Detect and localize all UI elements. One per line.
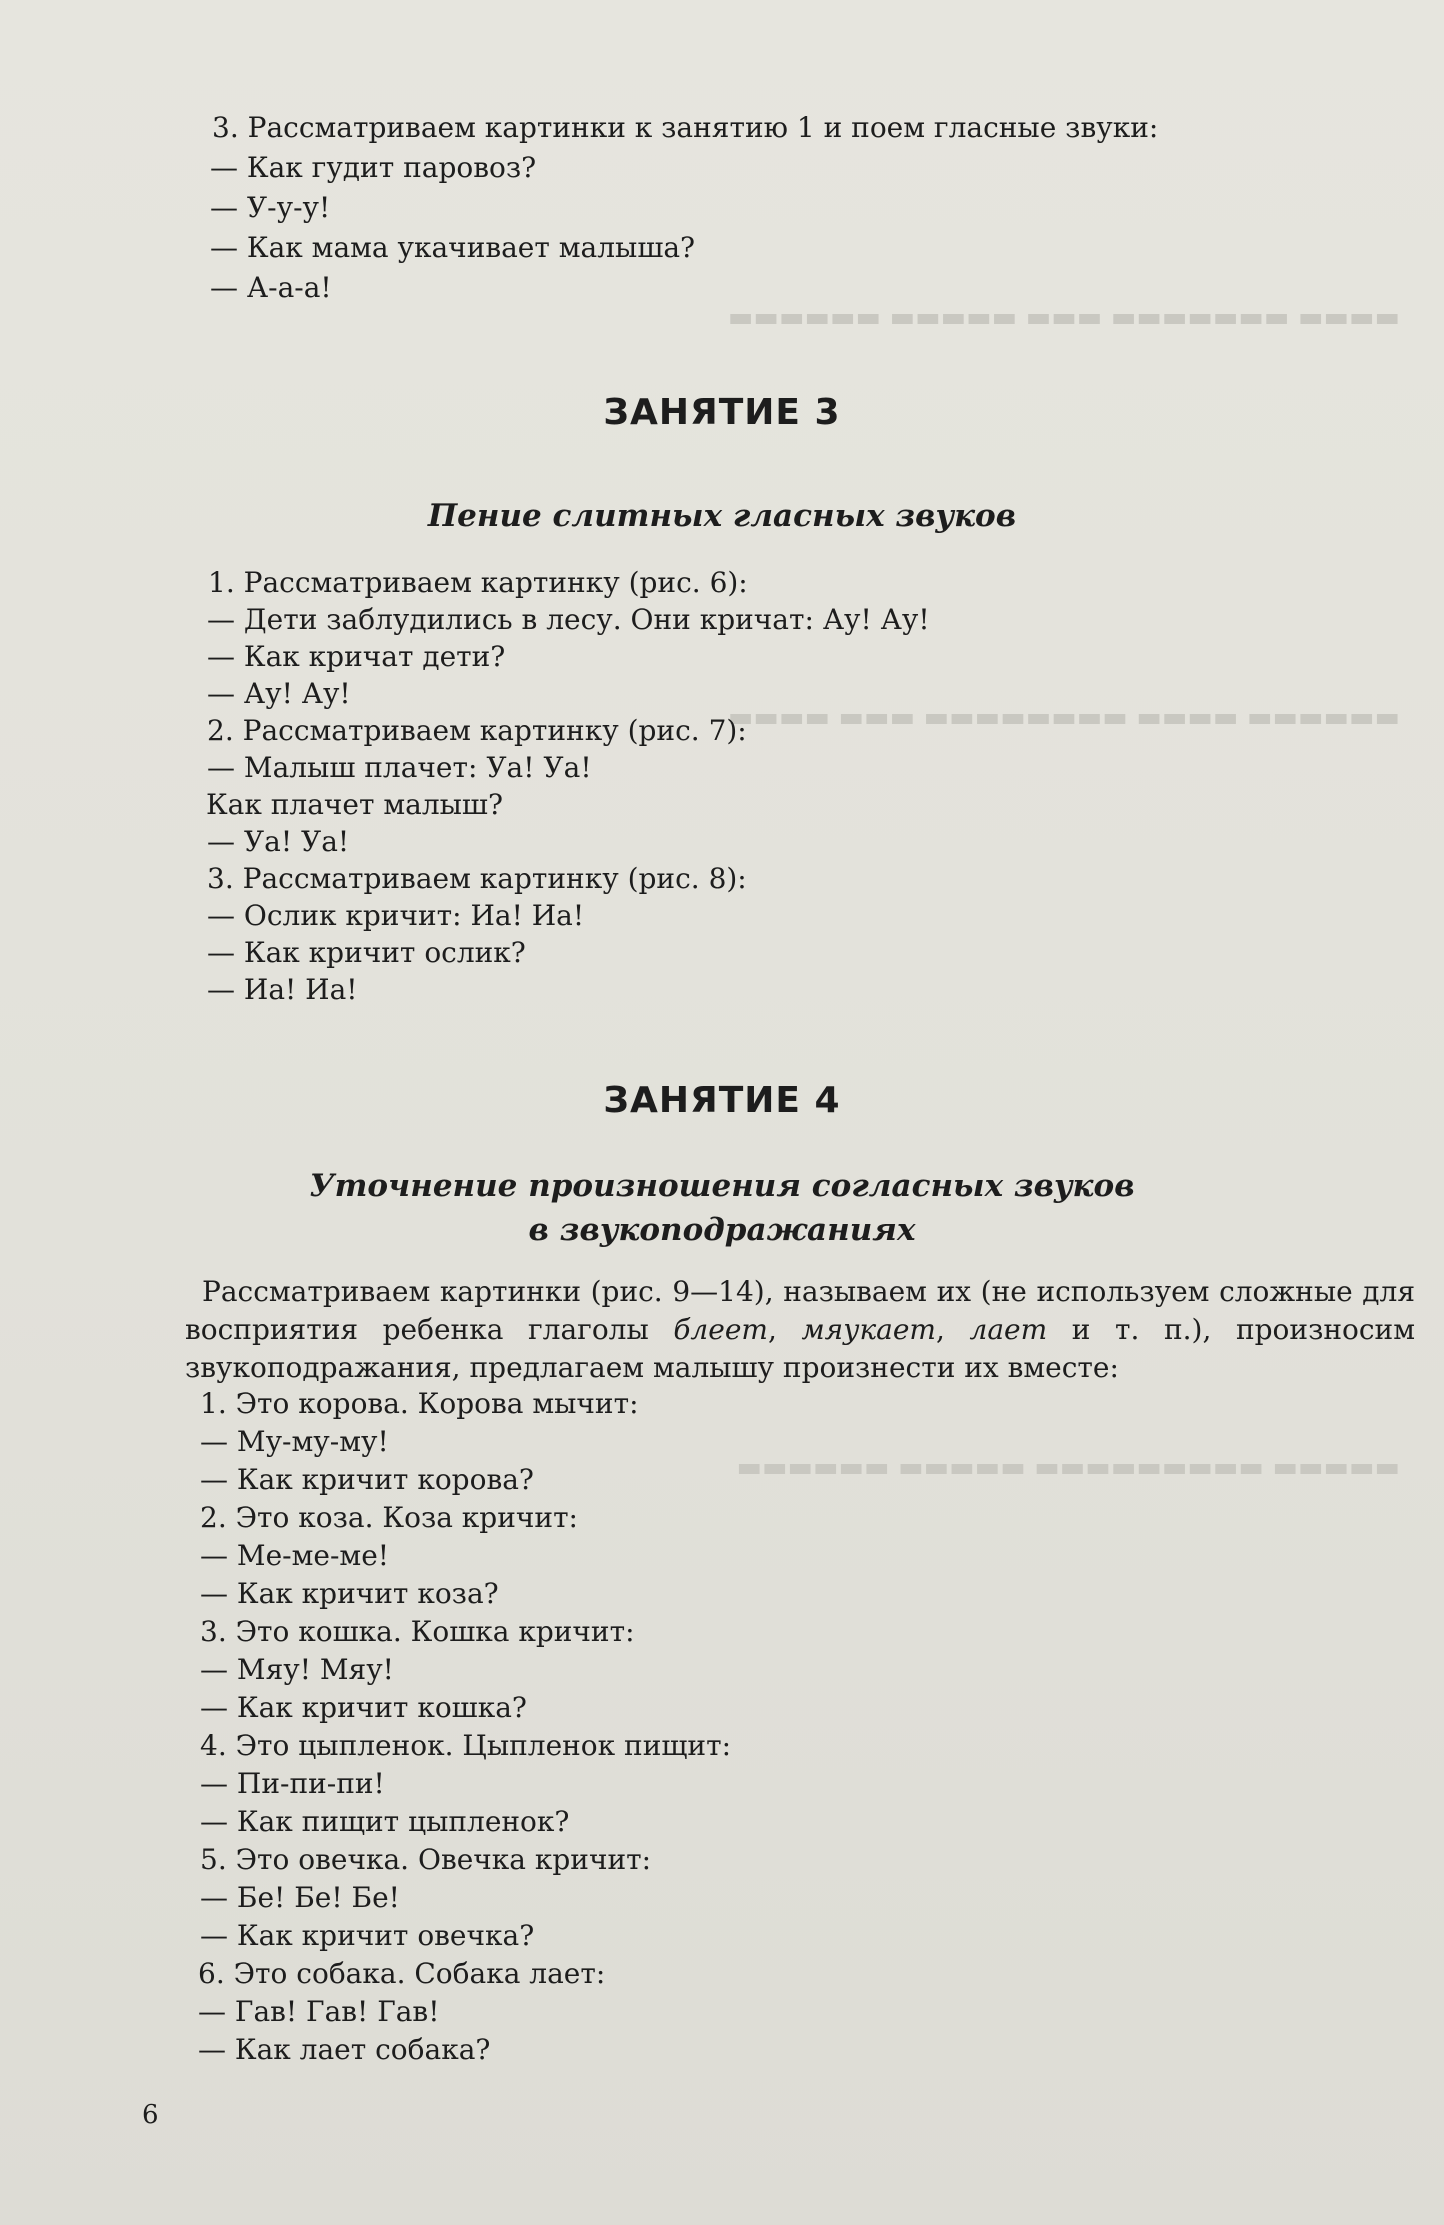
lesson-3-heading: ЗАНЯТИЕ 3 [603, 392, 841, 433]
text-line: — Дети заблудились в лесу. Они кричат: Ау! Ау! [207, 603, 930, 636]
text-line: 4. Это цыпленок. Цыпленок пищит: [200, 1729, 732, 1762]
text-line: — Как кричит ослик? [207, 936, 526, 969]
text-line: 2. Это коза. Коза кричит: [200, 1501, 578, 1534]
text-line: — У-у-у! [210, 191, 331, 224]
lesson-4-subtitle-line2: в звукоподражаниях [528, 1212, 916, 1248]
text-line: 3. Рассматриваем картинку (рис. 8): [207, 862, 747, 895]
page-number: 6 [142, 2100, 159, 2130]
text-line: — Ау! Ау! [207, 677, 351, 710]
text-line: — Мяу! Мяу! [200, 1653, 394, 1686]
text-line: 5. Это овечка. Овечка кричит: [200, 1843, 652, 1876]
text-line: 2. Рассматриваем картинку (рис. 7): [207, 714, 747, 747]
intro-text-b: и т. п.), произносим звукоподражания, предлагаем малышу произнести их вместе: [185, 1313, 1415, 1384]
text-line: — Му-му-му! [200, 1425, 389, 1458]
text-line: — Как кричат дети? [207, 640, 506, 673]
intro-verb: блеет [673, 1313, 768, 1346]
text-line: — А-а-а! [210, 271, 332, 304]
lesson-4-subtitle-line1: Уточнение произношения согласных звуков [309, 1168, 1135, 1204]
intro-verb: лает [969, 1313, 1048, 1346]
text-line: — Малыш плачет: Уа! Уа! [207, 751, 592, 784]
text-line: — Бе! Бе! Бе! [200, 1881, 400, 1914]
text-line: 6. Это собака. Собака лает: [198, 1957, 606, 1990]
text-line: — Как мама укачивает малыша? [210, 231, 696, 264]
text-line: — Как кричит корова? [200, 1463, 534, 1496]
bleed-through-decoration: ▬▬▬▬▬ ▬▬▬▬▬▬▬▬▬ ▬▬▬▬▬ ▬▬▬▬▬▬ [736, 1452, 1400, 1483]
text-line: Как плачет малыш? [206, 788, 503, 821]
text-line: — Пи-пи-пи! [200, 1767, 385, 1800]
text-line: 1. Рассматриваем картинку (рис. 6): [208, 566, 748, 599]
text-line: — Как гудит паровоз? [210, 151, 537, 184]
lesson-3-subtitle: Пение слитных гласных звуков [427, 498, 1017, 534]
intro-text-a: Рассматриваем картинки (рис. 9—14), называем их (не используем сложные для восприятия ребенка глаголы [185, 1275, 1415, 1346]
text-line: — Как кричит кошка? [200, 1691, 527, 1724]
lesson-4-heading: ЗАНЯТИЕ 4 [603, 1080, 841, 1121]
text-line: — Как пищит цыпленок? [200, 1805, 570, 1838]
intro-verb: мяукает [801, 1313, 936, 1346]
text-line: — Как лает собака? [198, 2033, 491, 2066]
text-line: — Ме-ме-ме! [200, 1539, 390, 1572]
bleed-through-decoration: ▬▬▬▬▬▬ ▬▬▬▬ ▬▬▬▬▬▬▬▬ ▬▬▬ ▬▬▬▬ [727, 702, 1400, 733]
text-line: — Как кричит овечка? [200, 1919, 535, 1952]
text-line: 3. Рассматриваем картинки к занятию 1 и поем гласные звуки: [212, 111, 1159, 144]
text-line: 1. Это корова. Корова мычит: [200, 1387, 639, 1420]
text-line: 3. Это кошка. Кошка кричит: [200, 1615, 635, 1648]
text-line: — Гав! Гав! Гав! [198, 1995, 440, 2028]
text-line: — Как кричит коза? [200, 1577, 499, 1610]
text-line: — Иа! Иа! [207, 973, 358, 1006]
bleed-through-decoration: ▬▬▬▬ ▬▬▬▬▬▬▬ ▬▬▬ ▬▬▬▬▬ ▬▬▬▬▬▬ [727, 302, 1400, 333]
text-line: — Ослик кричит: Иа! Иа! [207, 899, 585, 932]
lesson-4-intro: Рассматриваем картинки (рис. 9—14), называем их (не используем сложные для восприятия ребенка глаголы блеет, мяукает, лает и т. п.), произносим звукоподражания, предлагаем малышу произнести их вместе: [185, 1275, 1415, 1384]
text-line: — Уа! Уа! [207, 825, 350, 858]
